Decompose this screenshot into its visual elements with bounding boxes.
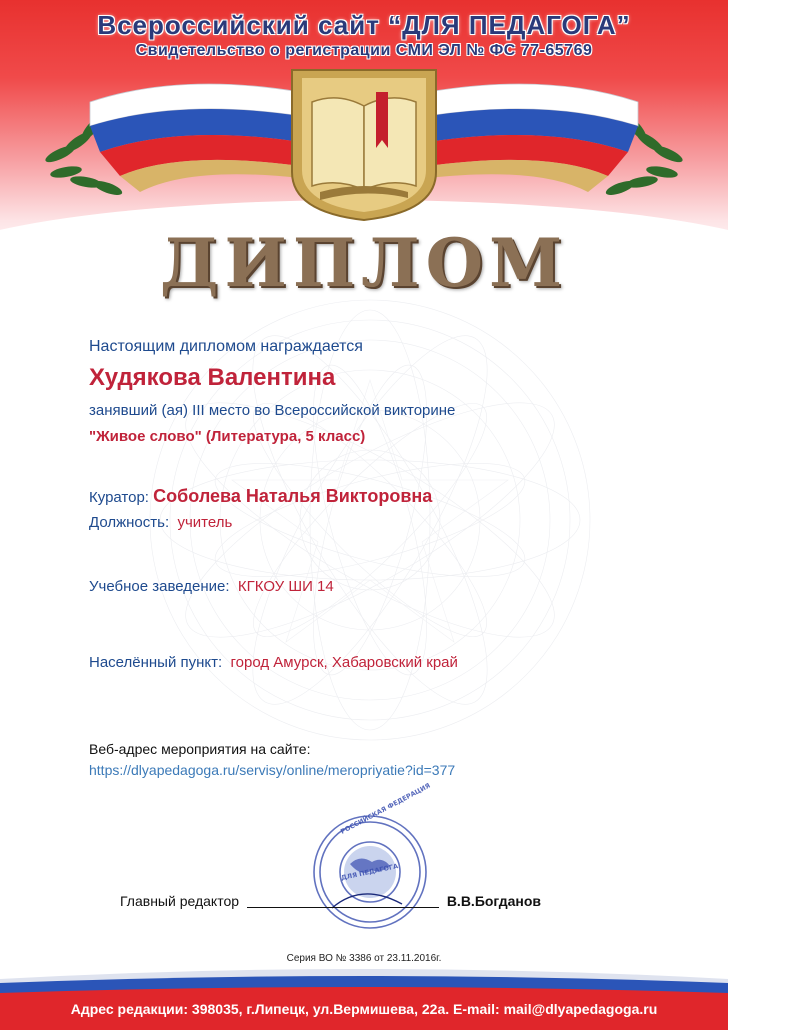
editor-name: В.В.Богданов: [446, 893, 542, 909]
position-value: учитель: [177, 514, 233, 531]
signature-row: [120, 893, 541, 909]
web-address-label: Веб-адрес мероприятия на сайте:: [89, 741, 311, 757]
web-address-link[interactable]: https://dlyapedagoga.ru/servisy/online/meropriyatie?id=377: [89, 762, 456, 778]
stamp-seal-icon: [302, 781, 438, 932]
book-emblem-icon: [30, 62, 698, 222]
svg-text:ДЛЯ ПЕДАГОГА: ДЛЯ ПЕДАГОГА: [340, 862, 399, 882]
curator-label: Куратор:: [89, 489, 149, 506]
institution-value: КГКОУ ШИ 14: [237, 578, 334, 595]
svg-text:РОССИЙСКАЯ ФЕДЕРАЦИЯ: РОССИЙСКАЯ ФЕДЕРАЦИЯ: [339, 781, 432, 836]
position-row: [89, 514, 232, 531]
footer-address: Адрес редакции: 398035, г.Липецк, ул.Вермишева, 22а. E-mail: mail@dlyapedagoga.ru: [70, 1001, 658, 1017]
curator-row: [89, 486, 432, 507]
locality-row: [89, 654, 458, 671]
diploma-title: ДИПЛОМ: [159, 224, 569, 302]
russian-flag-ribbon-icon: [90, 84, 300, 192]
institution-label: Учебное заведение:: [89, 578, 230, 595]
signature-line: [247, 907, 439, 908]
registration-line: Свидетельство о регистрации СМИ ЭЛ № ФС 77-65769: [135, 42, 593, 59]
series-number: Серия ВО № 3386 от 23.11.2016г.: [286, 953, 442, 964]
institution-row: [89, 578, 334, 595]
recipient-name: Худякова Валентина: [89, 364, 336, 391]
position-label: Должность:: [89, 514, 170, 531]
curator-name: Соболева Наталья Викторовна: [153, 486, 433, 506]
locality-label: Населённый пункт:: [89, 654, 223, 671]
editor-role: Главный редактор: [120, 893, 240, 909]
award-intro: Настоящим дипломом награждается: [89, 338, 363, 355]
event-name: "Живое слово" (Литература, 5 класс): [89, 428, 366, 445]
site-title: Всероссийский сайт “ДЛЯ ПЕДАГОГА”: [97, 10, 631, 40]
achievement-text: занявший (ая) III место во Всероссийской викторине: [89, 402, 456, 419]
bottom-flag-band: [0, 965, 728, 1030]
locality-value: город Амурск, Хабаровский край: [230, 654, 458, 671]
